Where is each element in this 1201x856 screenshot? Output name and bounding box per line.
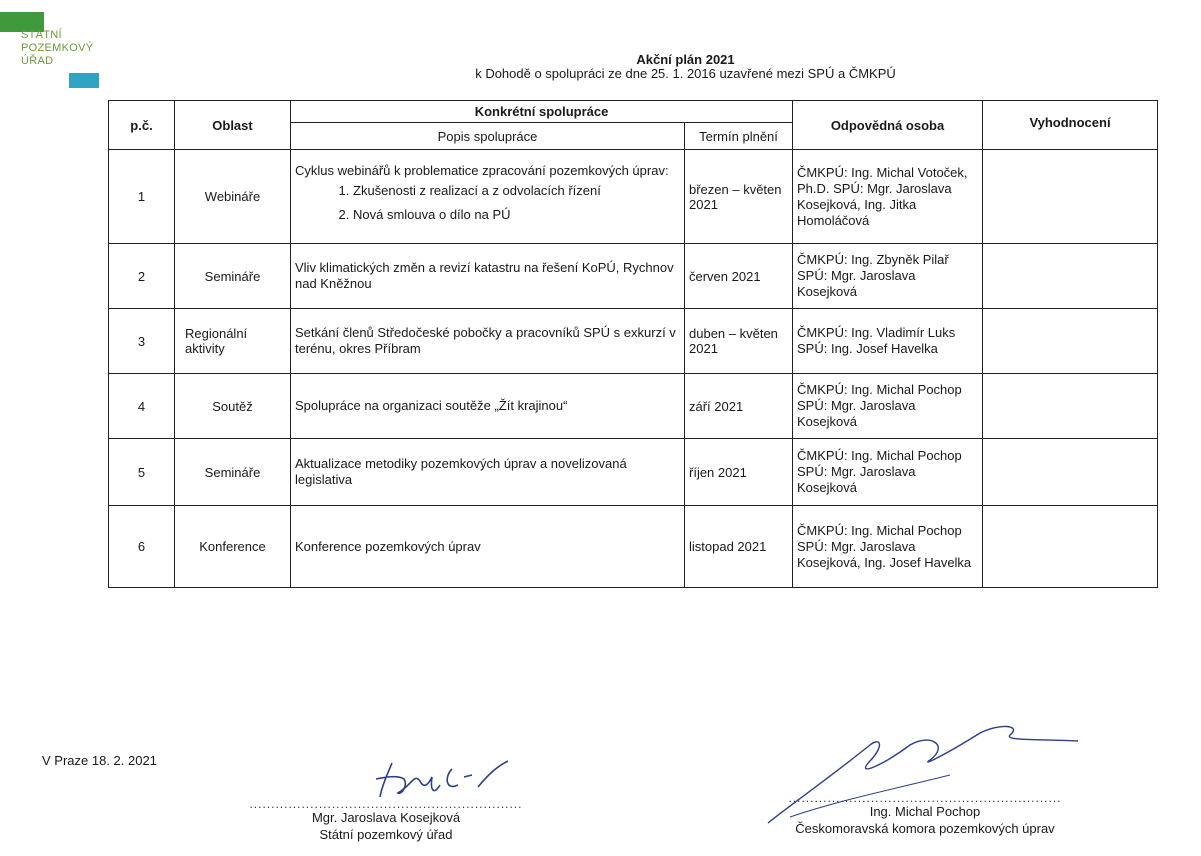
cell-osoba: ČMKPÚ: Ing. Vladimír Luks SPÚ: Ing. Josef Havelka — [793, 309, 983, 374]
right-signatory-org: Českomoravská komora pozemkových úprav — [795, 821, 1055, 836]
header-osoba: Odpovědná osoba — [793, 101, 983, 150]
cell-osoba: ČMKPÚ: Ing. Michal Pochop SPÚ: Mgr. Jaroslava Kosejková — [793, 439, 983, 506]
cell-termin: duben – květen 2021 — [685, 309, 793, 374]
logo-line-1: STÁTNÍ — [21, 29, 62, 41]
cell-oblast: Semináře — [175, 439, 291, 506]
table-row — [109, 439, 1158, 506]
cell-pc: 3 — [109, 309, 175, 374]
cell-popis: Vliv klimatických změn a revizí katastru na řešení KoPÚ, Rychnov nad Kněžnou — [291, 244, 685, 309]
left-signature-block — [236, 799, 536, 843]
cell-pc: 2 — [109, 244, 175, 309]
document-subtitle — [0, 66, 1201, 81]
cell-pc: 6 — [109, 506, 175, 588]
header-konkretni: Konkrétní spolupráce — [291, 101, 793, 123]
cell-osoba: ČMKPÚ: Ing. Michal Pochop SPÚ: Mgr. Jaroslava Kosejková — [793, 374, 983, 439]
cell-pc: 1 — [109, 150, 175, 244]
left-signatory-name: Mgr. Jaroslava Kosejková — [311, 810, 461, 825]
cell-popis: Setkání členů Středočeské pobočky a pracovníků SPÚ s exkurzí v terénu, okres Příbram — [291, 309, 685, 374]
cell-popis: Konference pozemkových úprav — [291, 506, 685, 588]
cell-popis: Spolupráce na organizaci soutěže „Žít krajinou“ — [291, 374, 685, 439]
cell-osoba: ČMKPÚ: Ing. Michal Pochop SPÚ: Mgr. Jaroslava Kosejková, Ing. Josef Havelka — [793, 506, 983, 588]
cell-oblast: Semináře — [175, 244, 291, 309]
cell-termin: březen – květen 2021 — [685, 150, 793, 244]
cell-termin: červen 2021 — [685, 244, 793, 309]
cell-termin: září 2021 — [685, 374, 793, 439]
title-text: Akční plán 2021 — [636, 52, 735, 67]
table-row — [109, 309, 1158, 374]
signature-line: ............................................................... — [788, 791, 1062, 805]
left-signatory-org: Státní pozemkový úřad — [319, 827, 453, 842]
table-row — [109, 244, 1158, 309]
cell-popis: Aktualizace metodiky pozemkových úprav a novelizovaná legislativa — [291, 439, 685, 506]
cell-vyhodnoceni — [983, 309, 1158, 374]
cell-osoba: ČMKPÚ: Ing. Michal Votoček, Ph.D. SPÚ: Mgr. Jaroslava Kosejková, Ing. Jitka Homoláčová — [793, 150, 983, 244]
cell-vyhodnoceni — [983, 244, 1158, 309]
cell-oblast: Webináře — [175, 150, 291, 244]
cell-popis — [291, 150, 685, 244]
header-pc: p.č. — [109, 101, 175, 150]
action-plan-table — [108, 100, 1158, 588]
logo-line-3: ÚŘAD — [21, 55, 54, 67]
signature-line: ............................................................... — [249, 797, 523, 811]
right-signature-block — [765, 793, 1085, 837]
cell-pc: 5 — [109, 439, 175, 506]
header-termin: Termín plnění — [685, 123, 793, 150]
cell-vyhodnoceni — [983, 439, 1158, 506]
place-and-date: V Praze 18. 2. 2021 — [42, 753, 157, 768]
cell-oblast: Regionální aktivity — [175, 309, 291, 374]
table-row — [109, 506, 1158, 588]
cell-vyhodnoceni — [983, 506, 1158, 588]
header-oblast: Oblast — [175, 101, 291, 150]
popis-intro: Cyklus webinářů k problematice zpracování pozemkových úprav: — [295, 162, 669, 178]
cell-vyhodnoceni — [983, 150, 1158, 244]
list-item: 2. Nová smlouva o dílo na PÚ — [353, 207, 680, 223]
document-title — [0, 52, 1201, 67]
header-vyhodnoceni: Vyhodnocení — [983, 101, 1158, 150]
header-popis: Popis spolupráce — [291, 123, 685, 150]
cell-pc: 4 — [109, 374, 175, 439]
cell-oblast: Konference — [175, 506, 291, 588]
cell-vyhodnoceni — [983, 374, 1158, 439]
cell-termin: říjen 2021 — [685, 439, 793, 506]
cell-termin: listopad 2021 — [685, 506, 793, 588]
table-row — [109, 150, 1158, 244]
table-row — [109, 374, 1158, 439]
cell-oblast: Soutěž — [175, 374, 291, 439]
list-item: 1. Zkušenosti z realizací a z odvolacích řízení — [353, 183, 680, 199]
popis-list — [295, 183, 680, 223]
logo-line-2: POZEMKOVÝ — [21, 42, 94, 54]
cell-osoba: ČMKPÚ: Ing. Zbyněk Pilař SPÚ: Mgr. Jaroslava Kosejková — [793, 244, 983, 309]
right-signatory-name: Ing. Michal Pochop — [869, 804, 981, 819]
subtitle-text: k Dohodě o spolupráci ze dne 25. 1. 2016 uzavřené mezi SPÚ a ČMKPÚ — [475, 66, 896, 81]
